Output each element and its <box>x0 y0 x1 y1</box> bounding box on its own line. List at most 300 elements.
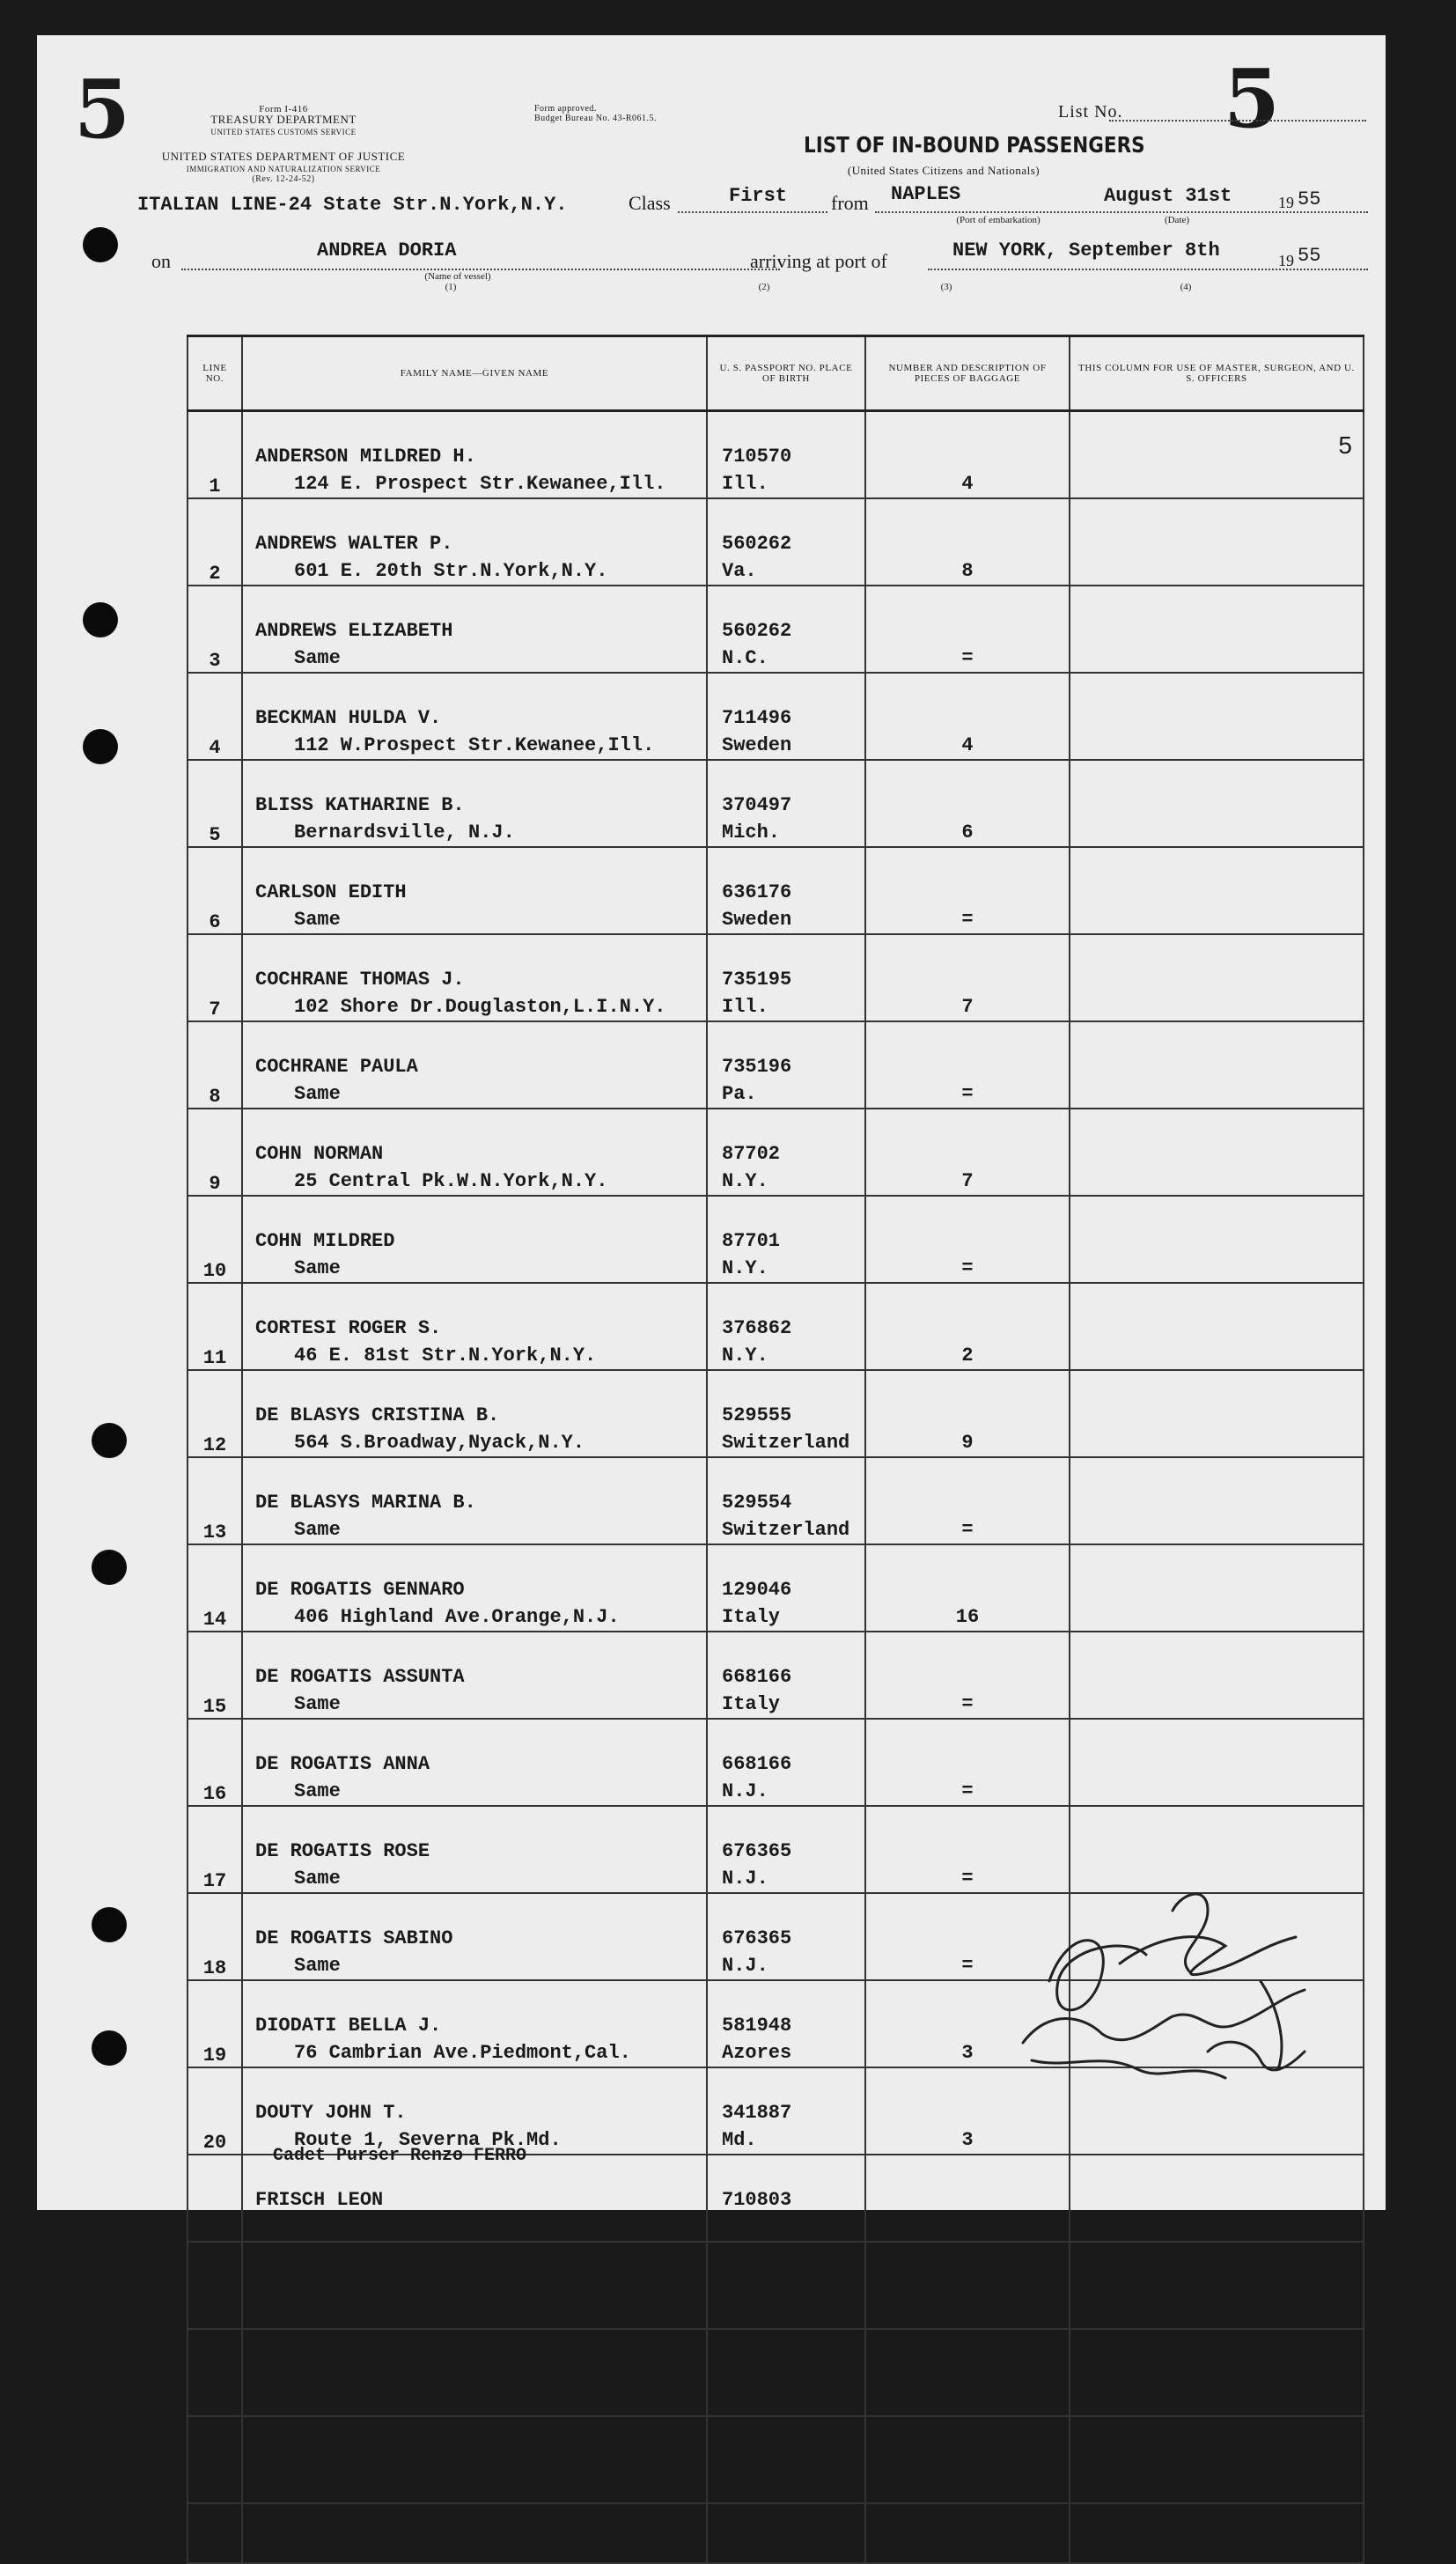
col-header-officers: THIS COLUMN FOR USE OF MASTER, SURGEON, AND U. S. OFFICERS <box>1070 336 1364 411</box>
line-number: 16 <box>188 1719 242 1806</box>
birthplace: Switzerland <box>722 1432 850 1454</box>
passenger-address: Same <box>294 2538 341 2560</box>
passport-cell <box>707 1980 865 2067</box>
passenger-name: COCHRANE THOMAS J. <box>255 969 465 991</box>
line-number: 20 <box>188 2067 242 2155</box>
passenger-address: 124 E. Prospect Str.Kewanee,Ill. <box>294 473 666 495</box>
officer-cell <box>1070 2416 1364 2503</box>
revision-label: (Rev. 12-24-52) <box>252 174 315 184</box>
arrival-year-suffix: 55 <box>1298 245 1321 267</box>
baggage-cell <box>865 673 1070 760</box>
line-number: 22 <box>188 2242 242 2329</box>
table-row <box>188 1544 1364 1632</box>
passenger-cell <box>242 1806 707 1893</box>
passenger-cell <box>242 2155 707 2242</box>
passport-cell <box>707 847 865 934</box>
passport-number: 581948 <box>722 2015 792 2037</box>
arrival-year-prefix: 19 <box>1278 252 1294 269</box>
passenger-cell <box>242 1021 707 1109</box>
passenger-name: DE ROGATIS ROSE <box>255 1840 430 1862</box>
passenger-cell <box>242 1283 707 1370</box>
passenger-name: COHN NORMAN <box>255 1143 384 1165</box>
baggage-count: = <box>961 2303 974 2325</box>
line-number: 1 <box>188 411 242 499</box>
baggage-count: = <box>961 647 974 669</box>
passenger-name: ANDERSON MILDRED H. <box>255 446 476 468</box>
punch-hole <box>92 2030 127 2066</box>
baggage-count: = <box>961 1519 974 1541</box>
col-header-name: FAMILY NAME—GIVEN NAME <box>242 336 707 411</box>
birthplace: Ill. <box>722 996 768 1018</box>
officer-note: 5 <box>1338 431 1352 459</box>
birthplace: N.Y. <box>722 1345 768 1367</box>
birthplace: N.Y. <box>722 1170 768 1192</box>
table-row <box>188 586 1364 673</box>
ins-label: IMMIGRATION AND NATURALIZATION SERVICE <box>186 165 381 173</box>
line-number: 15 <box>188 1632 242 1719</box>
officer-cell <box>1070 1109 1364 1196</box>
punch-hole <box>83 729 118 764</box>
year-suffix: 55 <box>1298 188 1321 210</box>
passport-number: 370497 <box>722 794 792 816</box>
passport-number: 707685 <box>722 2276 792 2298</box>
page-title: LIST OF IN-BOUND PASSENGERS <box>804 132 1145 158</box>
officer-cell <box>1070 1196 1364 1283</box>
table-row <box>188 411 1364 499</box>
baggage-count: = <box>961 1780 974 1802</box>
passport-number: 676365 <box>722 1840 792 1862</box>
officer-cell <box>1070 1719 1364 1806</box>
passport-cell <box>707 2242 865 2329</box>
passport-cell <box>707 1457 865 1544</box>
date-caption: (Date) <box>1164 215 1190 225</box>
passenger-cell <box>242 2067 707 2155</box>
passenger-name: DOUTY JOHN T. <box>255 2102 407 2124</box>
birthplace: Sweden <box>722 909 792 931</box>
passport-cell <box>707 1021 865 1109</box>
baggage-count: 8 <box>961 2478 974 2500</box>
baggage-count: 3 <box>961 2042 974 2064</box>
baggage-count: 9 <box>961 1432 974 1454</box>
col-num-4: (4) <box>1180 282 1192 292</box>
passport-cell <box>707 1196 865 1283</box>
birthplace: N.C. <box>722 647 768 669</box>
line-number: 12 <box>188 1370 242 1457</box>
col-header-line: LINE NO. <box>188 336 242 411</box>
baggage-count: = <box>961 909 974 931</box>
passenger-address: Same <box>294 909 341 931</box>
baggage-count: 3 <box>961 2129 974 2151</box>
table-row <box>188 2155 1364 2242</box>
baggage-cell <box>865 1283 1070 1370</box>
passport-number: 711496 <box>722 707 792 729</box>
passport-number: 376862 <box>722 1317 792 1339</box>
passport-cell <box>707 498 865 586</box>
passenger-cell <box>242 411 707 499</box>
passenger-table <box>187 335 1364 2564</box>
passport-number: 529555 <box>722 1404 792 1426</box>
passenger-address: Same <box>294 1780 341 1802</box>
birthplace: Switzerland <box>722 1519 850 1541</box>
birthplace: Italy <box>722 1693 781 1715</box>
line-agent: ITALIAN LINE-24 State Str.N.York,N.Y. <box>137 194 568 216</box>
table-row <box>188 498 1364 586</box>
table-row <box>188 847 1364 934</box>
passenger-name: FUSCO EUGENIO <box>255 2363 407 2385</box>
table-row <box>188 1370 1364 1457</box>
baggage-count: = <box>961 2538 974 2560</box>
passenger-name: CARLSON EDITH <box>255 881 407 903</box>
passenger-address: Same <box>294 2303 341 2325</box>
baggage-cell <box>865 2155 1070 2242</box>
passport-number: 676365 <box>722 1927 792 1949</box>
vessel-caption: (Name of vessel) <box>424 271 491 282</box>
passenger-address: Same <box>294 1955 341 1977</box>
passenger-cell <box>242 1980 707 2067</box>
passenger-cell <box>242 1719 707 1806</box>
birthplace: Poland <box>722 2216 792 2238</box>
baggage-cell <box>865 2416 1070 2503</box>
passport-number: 668166 <box>722 1753 792 1775</box>
passport-number: 636176 <box>722 881 792 903</box>
baggage-cell <box>865 1370 1070 1457</box>
officer-cell <box>1070 1457 1364 1544</box>
birthplace: Va. <box>722 560 757 582</box>
passport-number: 341887 <box>722 2102 792 2124</box>
line-number: 4 <box>188 673 242 760</box>
baggage-cell <box>865 411 1070 499</box>
punch-hole <box>83 602 118 637</box>
arrival-line <box>928 269 1368 270</box>
passenger-name: COCHRANE PAULA <box>255 1056 418 1078</box>
passenger-address: 140 Riverside Dr.N.York,N.Y. <box>294 2216 620 2238</box>
passenger-cell <box>242 1632 707 1719</box>
passenger-name: GOLDSTEIN ISRAEL <box>255 2450 442 2472</box>
col-num-1: (1) <box>445 282 457 292</box>
baggage-count: = <box>961 1257 974 1279</box>
line-number: 3 <box>188 586 242 673</box>
passport-cell <box>707 1370 865 1457</box>
passenger-name: COHN MILDRED <box>255 1230 395 1252</box>
baggage-count: 4 <box>961 2216 974 2238</box>
port-caption: (Port of embarkation) <box>956 215 1041 225</box>
passenger-name: CORTESI ROGER S. <box>255 1317 442 1339</box>
punch-hole <box>92 1907 127 1942</box>
officer-cell <box>1070 1632 1364 1719</box>
passenger-name: DE ROGATIS SABINO <box>255 1927 453 1949</box>
port-embark: NAPLES <box>891 183 961 205</box>
table-row <box>188 1632 1364 1719</box>
passenger-name: ANDREWS WALTER P. <box>255 533 453 555</box>
passport-number: 552173 <box>722 2450 792 2472</box>
baggage-count: 2 <box>961 1345 974 1367</box>
table-header-row <box>188 336 1364 411</box>
baggage-count: = <box>961 1955 974 1977</box>
passenger-name: BLISS KATHARINE B. <box>255 794 465 816</box>
passport-cell <box>707 1283 865 1370</box>
signed-by: Cadet Purser Renzo FERRO <box>273 2146 527 2166</box>
baggage-count: = <box>961 1693 974 1715</box>
passport-cell <box>707 2067 865 2155</box>
officer-cell <box>1070 2242 1364 2329</box>
birthplace: N.J. <box>722 1868 768 1890</box>
passport-number: 735195 <box>722 969 792 991</box>
officer-cell <box>1070 934 1364 1021</box>
baggage-cell <box>865 498 1070 586</box>
arrival-port-date: NEW YORK, September 8th <box>952 239 1220 262</box>
birthplace: N.Y. <box>722 2538 768 2560</box>
passenger-address: 300 Central Pk.W.N.York,N.Y. <box>294 2478 620 2500</box>
line-number: 23 <box>188 2329 242 2416</box>
passport-number: 710803 <box>722 2189 792 2211</box>
customs-label: UNITED STATES CUSTOMS SERVICE <box>210 128 357 136</box>
birthplace: Md. <box>722 2129 757 2151</box>
baggage-count: 4 <box>961 2391 974 2413</box>
passenger-cell <box>242 2416 707 2503</box>
passenger-cell <box>242 2329 707 2416</box>
table-row <box>188 1109 1364 1196</box>
birthplace: N.J. <box>722 1955 768 1977</box>
passport-cell <box>707 2416 865 2503</box>
officer-cell <box>1070 586 1364 673</box>
passport-cell <box>707 2503 865 2563</box>
passenger-name: GOLDSTEIN BERTHA <box>255 2510 442 2532</box>
passenger-address: 102 Shore Dr.Douglaston,L.I.N.Y. <box>294 996 666 1018</box>
birthplace: Pa. <box>722 1083 757 1105</box>
birthplace: N.Y. <box>722 1257 768 1279</box>
line-number: 21 <box>188 2155 242 2242</box>
passport-cell <box>707 1806 865 1893</box>
table-row <box>188 1283 1364 1370</box>
passport-cell <box>707 411 865 499</box>
baggage-cell <box>865 1632 1070 1719</box>
passport-cell <box>707 1109 865 1196</box>
passenger-cell <box>242 1893 707 1980</box>
baggage-count: 7 <box>961 1170 974 1192</box>
passenger-address: 601 E. 20th Str.N.York,N.Y. <box>294 560 608 582</box>
baggage-count: 16 <box>955 1606 980 1628</box>
birthplace: Italy <box>722 1606 781 1628</box>
passenger-cell <box>242 2242 707 2329</box>
officer-cell <box>1070 1283 1364 1370</box>
form-number: Form I-416 <box>259 104 308 114</box>
passenger-address: 564 S.Broadway,Nyack,N.Y. <box>294 1432 585 1454</box>
punch-hole <box>83 227 118 262</box>
table-row <box>188 1196 1364 1283</box>
line-number: 18 <box>188 1893 242 1980</box>
form-approved: Form approved. <box>534 104 597 114</box>
passenger-address: Same <box>294 1693 341 1715</box>
baggage-cell <box>865 586 1070 673</box>
birthplace: Azores <box>722 2042 792 2064</box>
passenger-name: DE ROGATIS GENNARO <box>255 1579 465 1601</box>
line-number: 17 <box>188 1806 242 1893</box>
passport-cell <box>707 934 865 1021</box>
baggage-cell <box>865 1021 1070 1109</box>
passenger-cell <box>242 673 707 760</box>
officer-cell <box>1070 847 1364 934</box>
passenger-name: DIODATI BELLA J. <box>255 2015 442 2037</box>
line-number: 24 <box>188 2416 242 2503</box>
officer-cell <box>1070 411 1364 499</box>
baggage-count: = <box>961 1868 974 1890</box>
year-prefix: 19 <box>1278 194 1294 211</box>
table-row <box>188 673 1364 760</box>
passport-number: 129046 <box>722 1579 792 1601</box>
passenger-address: Same <box>294 1083 341 1105</box>
punch-hole <box>92 1423 127 1458</box>
table-row <box>188 1021 1364 1109</box>
officer-signature <box>996 1875 1384 2122</box>
on-label: on <box>151 250 171 272</box>
page-mark: 5 <box>74 62 131 157</box>
birthplace: Mich. <box>722 822 781 844</box>
passenger-name: DE ROGATIS ANNA <box>255 1753 430 1775</box>
passport-number: 87701 <box>722 1230 781 1252</box>
vessel-name: ANDREA DORIA <box>317 239 457 262</box>
baggage-cell <box>865 2329 1070 2416</box>
arriving-label: arriving at port of <box>750 250 887 272</box>
passport-cell <box>707 2155 865 2242</box>
departure-date: August 31st <box>1104 185 1232 207</box>
passport-number: 735196 <box>722 1056 792 1078</box>
list-no-line <box>1109 120 1366 122</box>
passenger-address: Route 1, Severna Pk.Md. <box>294 2129 562 2151</box>
line-number: 5 <box>188 760 242 847</box>
baggage-cell <box>865 2503 1070 2563</box>
passenger-name: FRISCH HENE R. <box>255 2276 418 2298</box>
passenger-address: 259 Essex Str.Brooklyn,N.Y. <box>294 2391 608 2413</box>
table-row <box>188 1719 1364 1806</box>
table-row <box>188 2242 1364 2329</box>
baggage-cell <box>865 1544 1070 1632</box>
passenger-address: 76 Cambrian Ave.Piedmont,Cal. <box>294 2042 631 2064</box>
passport-cell <box>707 1544 865 1632</box>
line-number: 14 <box>188 1544 242 1632</box>
passenger-address: Same <box>294 1257 341 1279</box>
passenger-cell <box>242 847 707 934</box>
justice-label: UNITED STATES DEPARTMENT OF JUSTICE <box>161 150 406 163</box>
punch-hole <box>92 1550 127 1585</box>
baggage-cell <box>865 2242 1070 2329</box>
table-row <box>188 2503 1364 2563</box>
baggage-count: 4 <box>961 734 974 756</box>
passenger-cell <box>242 1544 707 1632</box>
passenger-cell <box>242 1370 707 1457</box>
line-number: 9 <box>188 1109 242 1196</box>
baggage-count: = <box>961 1083 974 1105</box>
passenger-cell <box>242 1457 707 1544</box>
baggage-count: 6 <box>961 822 974 844</box>
officer-cell <box>1070 2329 1364 2416</box>
passport-cell <box>707 673 865 760</box>
line-number: 25 <box>188 2503 242 2563</box>
officer-cell <box>1070 673 1364 760</box>
passport-number: 87702 <box>722 1143 781 1165</box>
baggage-count: 8 <box>961 560 974 582</box>
passenger-address: Same <box>294 1868 341 1890</box>
passport-cell <box>707 760 865 847</box>
table-row <box>188 934 1364 1021</box>
passenger-name: ANDREWS ELIZABETH <box>255 620 453 642</box>
passport-cell <box>707 1632 865 1719</box>
line-number: 19 <box>188 1980 242 2067</box>
line-number: 7 <box>188 934 242 1021</box>
passenger-address: Bernardsville, N.J. <box>294 822 515 844</box>
officer-cell <box>1070 498 1364 586</box>
birthplace: Italy <box>722 2391 781 2413</box>
line-number: 8 <box>188 1021 242 1109</box>
passenger-cell <box>242 1196 707 1283</box>
vessel-line <box>181 269 780 270</box>
passenger-address: 406 Highland Ave.Orange,N.J. <box>294 1606 620 1628</box>
passport-number: 682582 <box>722 2510 792 2532</box>
passport-cell <box>707 2329 865 2416</box>
line-number: 13 <box>188 1457 242 1544</box>
officer-cell <box>1070 1021 1364 1109</box>
passport-cell <box>707 1893 865 1980</box>
baggage-cell <box>865 847 1070 934</box>
officer-cell <box>1070 1370 1364 1457</box>
passenger-name: FRISCH LEON <box>255 2189 384 2211</box>
line-number: 10 <box>188 1196 242 1283</box>
col-header-baggage: NUMBER AND DESCRIPTION OF PIECES OF BAGGAGE <box>865 336 1070 411</box>
birthplace: Sweden <box>722 734 792 756</box>
passport-number: 679425 <box>722 2363 792 2385</box>
manifest-page <box>37 35 1386 2562</box>
passenger-address: 46 E. 81st Str.N.York,N.Y. <box>294 1345 597 1367</box>
treasury-label: TREASURY DEPARTMENT <box>210 113 357 126</box>
birthplace: Poland <box>722 2303 792 2325</box>
line-number: 6 <box>188 847 242 934</box>
passport-number: 560262 <box>722 533 792 555</box>
baggage-cell <box>865 1196 1070 1283</box>
passenger-address: Same <box>294 647 341 669</box>
passenger-name: DE BLASYS CRISTINA B. <box>255 1404 500 1426</box>
passenger-name: DE BLASYS MARINA B. <box>255 1492 476 1514</box>
passenger-cell <box>242 1109 707 1196</box>
table-row <box>188 760 1364 847</box>
baggage-count: 7 <box>961 996 974 1018</box>
passport-number: 668166 <box>722 1666 792 1688</box>
col-num-3: (3) <box>940 282 952 292</box>
passenger-cell <box>242 498 707 586</box>
passenger-name: BECKMAN HULDA V. <box>255 707 442 729</box>
birthplace: Ill. <box>722 473 768 495</box>
class-line <box>678 211 827 213</box>
baggage-cell <box>865 1457 1070 1544</box>
from-line <box>875 211 1368 213</box>
col-header-passport: U. S. PASSPORT NO. PLACE OF BIRTH <box>707 336 865 411</box>
baggage-cell <box>865 760 1070 847</box>
line-number: 2 <box>188 498 242 586</box>
passenger-cell <box>242 760 707 847</box>
class-value: First <box>729 185 788 207</box>
passenger-cell <box>242 586 707 673</box>
table-row <box>188 2416 1364 2503</box>
passenger-cell <box>242 934 707 1021</box>
passenger-cell <box>242 2503 707 2563</box>
passenger-address: Same <box>294 1519 341 1541</box>
passenger-address: 112 W.Prospect Str.Kewanee,Ill. <box>294 734 655 756</box>
passenger-address: 25 Central Pk.W.N.York,N.Y. <box>294 1170 608 1192</box>
list-no-label: List No. <box>1058 102 1123 122</box>
budget-bureau: Budget Bureau No. 43-R061.5. <box>534 114 657 123</box>
passport-cell <box>707 586 865 673</box>
passport-cell <box>707 1719 865 1806</box>
baggage-cell <box>865 1719 1070 1806</box>
baggage-cell <box>865 1109 1070 1196</box>
